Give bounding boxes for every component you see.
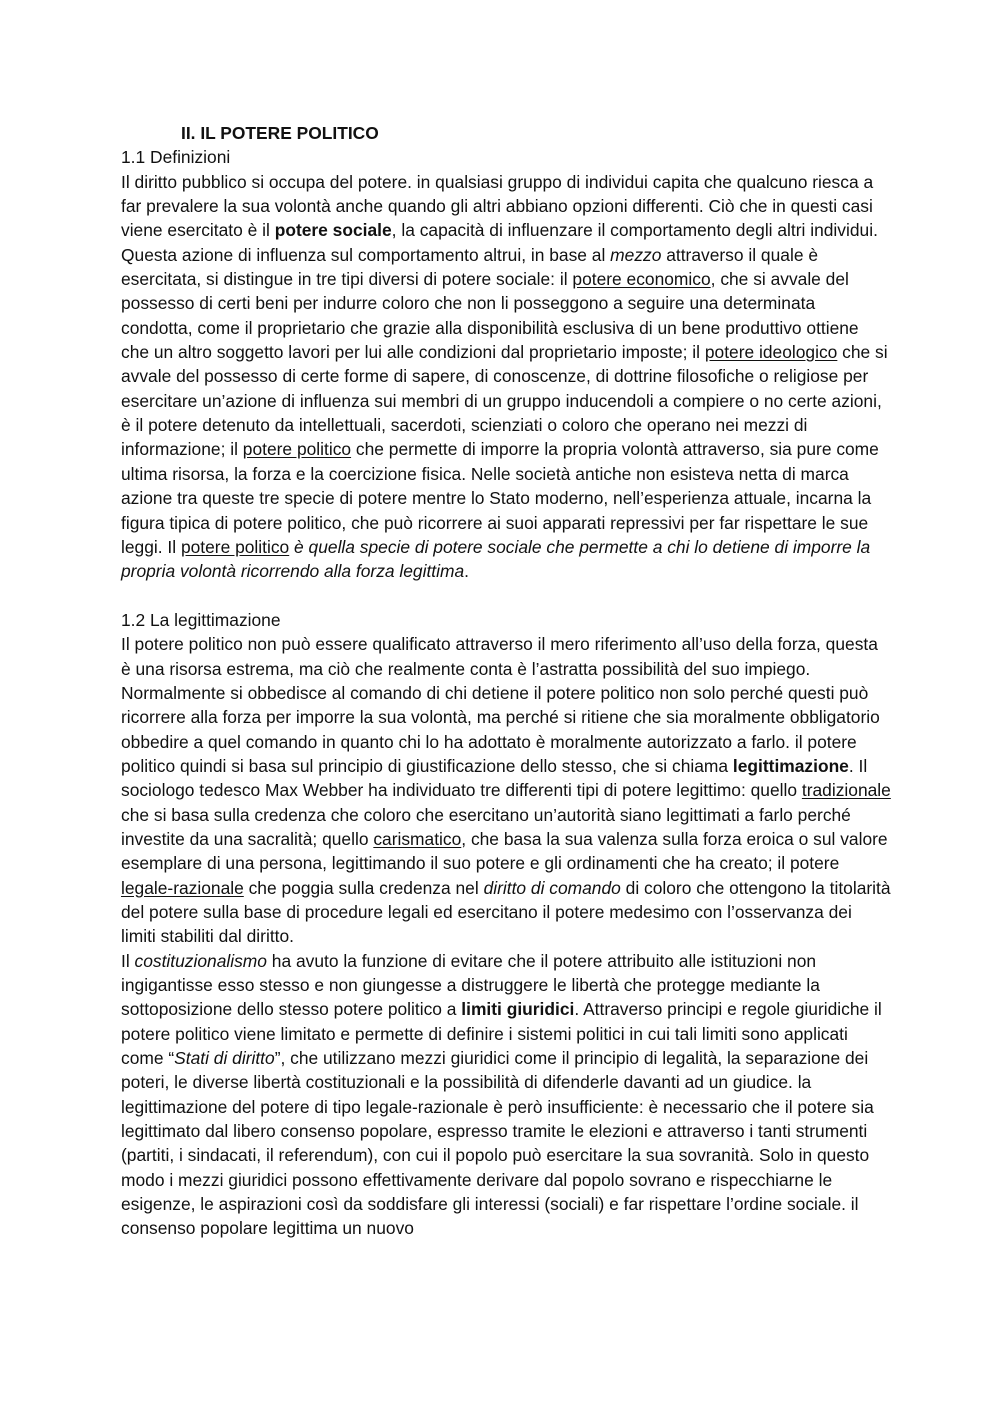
underlined-term: potere politico (242, 439, 352, 460)
text-run: . (464, 561, 469, 582)
underlined-term: tradizionale (801, 780, 891, 801)
document-page (121, 121, 891, 1241)
section-spacer (121, 584, 891, 608)
text-run: attraverso il quale è esercitata, si distingue in tre tipi diversi di potere sociale: il (121, 244, 818, 290)
document-body (121, 145, 891, 1240)
italic-text: Stati di diritto (174, 1048, 275, 1069)
paragraph (121, 170, 891, 584)
text-run: che poggia sulla credenza nel (243, 877, 484, 898)
bold-term: legittimazione (732, 755, 849, 776)
italic-text: costituzionalismo (134, 950, 267, 971)
text-run: Il diritto pubblico si occupa del potere. in qualsiasi gruppo di individui capita che qualcuno riesca a far prevalere la sua volontà anche quando gli altri abbiano opzioni differenti. Ciò che in questi casi viene esercitato è il (121, 171, 874, 241)
text-run: . Attraverso principi e regole giuridiche il potere politico viene limitato e permette di definire i sistemi politici in cui tali limiti sono applicati come “ (121, 999, 882, 1069)
italic-text: diritto di comando (483, 877, 621, 898)
section-heading: 1.2 La legittimazione (121, 609, 281, 630)
text-run: , che basa la sua valenza sulla forza eroica o sul valore esemplare di una persona, legittimando il suo potere e gli ordinamenti che ha creato; il potere (121, 828, 888, 874)
text-run: ”, che utilizzano mezzi giuridici come il principio di legalità, la separazione dei poteri, le diverse libertà costituzionali e la possibilità di difenderle davanti ad un giudice. la legittimazione del potere di tipo legale-razionale è però insufficiente: è necessario che il potere sia legittimato dal libero consenso popolare, espresso tramite le elezioni e attraverso i tanti strumenti (partiti, i sindacati, il referendum), con cui il popolo può esercitare la sua sovranità. Solo in questo modo i mezzi giuridici possono effettivamente derivare dal popolo sovrano e rispecchiarne le esigenze, le aspirazioni così da soddisfare gli interessi (sociali) e far rispettare l’ordine sociale. il consenso popolare legittima un nuovo (121, 1048, 874, 1239)
bold-term: limiti giuridici (461, 999, 575, 1020)
text-run: ha avuto la funzione di evitare che il potere attribuito alle istituzioni non ingigantisse esso stesso e non giungesse a distruggere le libertà che protegge mediante la sottoposizione dello stesso potere politico a (121, 950, 820, 1020)
text-run: che si basa sulla credenza che coloro che esercitano un’autorità siano legittimati a farlo perché investite da una sacralità; quello (121, 804, 851, 849)
bold-term: potere sociale (274, 220, 392, 241)
italic-text: mezzo (610, 244, 662, 265)
paragraph (121, 949, 891, 1241)
paragraph (121, 632, 891, 948)
text-run: , che si avvale del possesso di certi beni per indurre coloro che non li posseggono a seguire una determinata condotta, come il proprietario che grazie alla disponibilità esclusiva di un bene produttivo ottiene che un altro soggetto lavori per lui alle condizioni dal proprietario imposte; il (121, 269, 859, 363)
section-heading: 1.1 Definizioni (121, 147, 231, 168)
underlined-term: potere ideologico (704, 342, 838, 363)
text-run: che permette di imporre la propria volontà attraverso, sia pure come ultima risorsa, la forza e la coercizione fisica. Nelle società antiche non esisteva netta di marca azione tra queste tre specie di potere mentre lo Stato moderno, nell’esperienza attuale, incarna la figura tipica di potere politico, che può ricorrere ai suoi apparati repressivi per far rispettare le sue leggi. Il (121, 439, 879, 557)
text-run: Il potere politico non può essere qualificato attraverso il mero riferimento all’uso della forza, questa è una risorsa estrema, ma ciò che realmente conta è l’astratta possibilità del suo impiego. Normalmente si obbedisce al comando di chi detiene il potere politico non solo perché questi può ricorrere alla forza per imporre la sua volontà, ma perché si ritiene che sia moralmente obbligatorio obbedire a quel comando in quanto chi lo ha adottato è moralmente autorizzato a farlo. il potere politico quindi si basa sul principio di giustificazione dello stesso, che si chiama (121, 634, 880, 776)
underlined-term: potere economico (572, 269, 711, 290)
underlined-term: potere politico (180, 536, 290, 557)
text-run: che si avvale del possesso di certe forme di sapere, di conoscenze, di dottrine filosofiche o religiose per esercitare un’azione di influenza sui membri di un gruppo inducendoli a compiere o no certe azioni, è il potere detenuto da intellettuali, sacerdoti, scienziati o coloro che operano nei mezzi di informazione; il (121, 342, 888, 460)
text-run: Il (121, 950, 135, 971)
text-run: , la capacità di influenzare il comportamento degli altri individui. Questa azione di influenza sul comportamento altrui, in base al (121, 220, 878, 265)
text-run: . Il sociologo tedesco Max Webber ha individuato tre differenti tipi di potere legittimo: quello (121, 755, 868, 801)
underlined-term: legale-razionale (121, 877, 244, 898)
text-run: di coloro che ottengono la titolarità del potere sulla base di procedure legali ed esercitano il potere medesimo con l’osservanza dei limiti stabiliti dal diritto. (121, 877, 891, 947)
underlined-term: carismatico (373, 828, 462, 849)
document-title: II. IL POTERE POLITICO (181, 123, 379, 143)
italic-text: è quella specie di potere sociale che permette a chi lo detiene di imporre la propria volontà ricorrendo alla forza legittima (121, 536, 871, 582)
